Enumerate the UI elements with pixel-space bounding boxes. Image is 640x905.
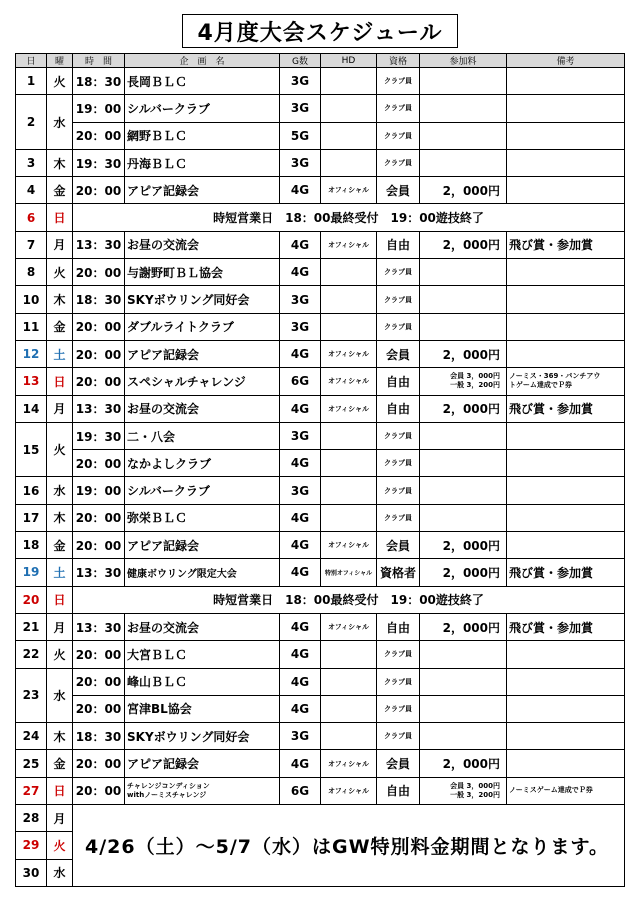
fee-cell xyxy=(420,259,507,286)
day-cell: 23 xyxy=(16,668,47,723)
event-name-cell: 宮津BL協会 xyxy=(125,695,280,722)
event-name-cell: お昼の交流会 xyxy=(125,613,280,640)
time-cell: 20：00 xyxy=(73,750,125,777)
weekday-cell: 木 xyxy=(47,286,73,313)
notes-cell xyxy=(507,723,625,750)
notes-cell xyxy=(507,368,625,395)
qualification-cell: クラブ員 xyxy=(377,122,420,149)
qualification-cell: 会員 xyxy=(377,750,420,777)
qualification-cell: クラブ員 xyxy=(377,259,420,286)
hd-cell xyxy=(321,313,377,340)
weekday-cell: 土 xyxy=(47,340,73,367)
hd-cell xyxy=(321,286,377,313)
qualification-cell: クラブ員 xyxy=(377,641,420,668)
weekday-cell: 金 xyxy=(47,750,73,777)
qualification-cell: クラブ員 xyxy=(377,313,420,340)
qualification-cell: 資格者 xyxy=(377,559,420,586)
day-cell: 28 xyxy=(16,805,47,832)
notes-cell xyxy=(507,340,625,367)
qualification-cell: クラブ員 xyxy=(377,149,420,176)
time-cell: 19：00 xyxy=(73,95,125,122)
day-cell: 6 xyxy=(16,204,47,231)
event-name-cell: スペシャルチャレンジ xyxy=(125,368,280,395)
fee-cell xyxy=(420,723,507,750)
event-name-cell: 弥栄ＢＬＣ xyxy=(125,504,280,531)
fee-cell xyxy=(420,477,507,504)
day-cell: 3 xyxy=(16,149,47,176)
qualification-cell: クラブ員 xyxy=(377,504,420,531)
event-name-line: withノーミスチャレンジ xyxy=(127,790,207,799)
time-cell: 20：00 xyxy=(73,177,125,204)
hd-cell xyxy=(321,68,377,95)
day-cell: 30 xyxy=(16,859,47,886)
note-line: トゲーム達成でＰ券 xyxy=(509,381,572,390)
fee-cell xyxy=(420,695,507,722)
hd-cell xyxy=(321,504,377,531)
day-cell: 21 xyxy=(16,613,47,640)
event-name-cell: シルバークラブ xyxy=(125,95,280,122)
hd-cell xyxy=(321,723,377,750)
event-name-cell: SKYボウリング同好会 xyxy=(125,723,280,750)
weekday-cell: 土 xyxy=(47,559,73,586)
table-row xyxy=(16,286,625,313)
games-cell: 4G xyxy=(280,450,321,477)
day-cell: 1 xyxy=(16,68,47,95)
weekday-cell: 木 xyxy=(47,504,73,531)
weekday-cell: 月 xyxy=(47,231,73,258)
qualification-cell: 自由 xyxy=(377,777,420,804)
table-row xyxy=(16,122,625,149)
table-row xyxy=(16,368,625,395)
weekday-cell: 日 xyxy=(47,777,73,804)
weekday-cell: 火 xyxy=(47,641,73,668)
weekday-cell: 木 xyxy=(47,149,73,176)
fee-cell xyxy=(420,149,507,176)
event-name-cell: シルバークラブ xyxy=(125,477,280,504)
table-row xyxy=(16,395,625,422)
hd-cell: オフィシャル xyxy=(321,613,377,640)
games-cell: 4G xyxy=(280,613,321,640)
notes-cell xyxy=(507,313,625,340)
notes-cell: 飛び賞・参加賞 xyxy=(507,559,625,586)
weekday-cell: 金 xyxy=(47,177,73,204)
table-row xyxy=(16,695,625,722)
table-row xyxy=(16,68,625,95)
hd-cell xyxy=(321,122,377,149)
games-cell: 4G xyxy=(280,559,321,586)
weekday-cell: 水 xyxy=(47,477,73,504)
day-cell: 13 xyxy=(16,368,47,395)
notes-cell xyxy=(507,750,625,777)
table-row xyxy=(16,532,625,559)
time-cell: 20：00 xyxy=(73,340,125,367)
games-cell: 3G xyxy=(280,422,321,449)
table-row xyxy=(16,777,625,804)
time-cell: 19：00 xyxy=(73,477,125,504)
time-cell: 20：00 xyxy=(73,532,125,559)
time-cell: 20：00 xyxy=(73,668,125,695)
weekday-cell: 日 xyxy=(47,586,73,613)
header-hd: HD xyxy=(321,54,377,68)
notes-cell xyxy=(507,149,625,176)
day-cell: 14 xyxy=(16,395,47,422)
day-cell: 11 xyxy=(16,313,47,340)
games-cell: 6G xyxy=(280,368,321,395)
table-row xyxy=(16,504,625,531)
hd-cell: オフィシャル xyxy=(321,177,377,204)
day-cell: 7 xyxy=(16,231,47,258)
table-row xyxy=(16,177,625,204)
table-row xyxy=(16,422,625,449)
event-name-cell: 与謝野町ＢＬ協会 xyxy=(125,259,280,286)
event-name-cell: ダブルライトクラブ xyxy=(125,313,280,340)
hd-cell xyxy=(321,422,377,449)
fee-cell xyxy=(420,68,507,95)
event-name-cell: 大宮ＢＬＣ xyxy=(125,641,280,668)
qualification-cell: 会員 xyxy=(377,177,420,204)
fee-cell: 2，000円 xyxy=(420,231,507,258)
time-cell: 13：30 xyxy=(73,559,125,586)
hd-cell xyxy=(321,450,377,477)
games-cell: 3G xyxy=(280,68,321,95)
time-cell: 20：00 xyxy=(73,259,125,286)
day-cell: 2 xyxy=(16,95,47,150)
games-cell: 3G xyxy=(280,149,321,176)
games-cell: 4G xyxy=(280,750,321,777)
hd-cell xyxy=(321,149,377,176)
games-cell: 4G xyxy=(280,259,321,286)
qualification-cell: クラブ員 xyxy=(377,286,420,313)
hd-cell xyxy=(321,695,377,722)
notes-cell xyxy=(507,68,625,95)
fee-cell xyxy=(420,504,507,531)
fee-cell xyxy=(420,95,507,122)
hd-cell: オフィシャル xyxy=(321,750,377,777)
notes-cell xyxy=(507,477,625,504)
weekday-cell: 火 xyxy=(47,259,73,286)
table-row xyxy=(16,477,625,504)
event-name-cell: 峰山ＢＬＣ xyxy=(125,668,280,695)
fee-cell: 2，000円 xyxy=(420,559,507,586)
games-cell: 3G xyxy=(280,95,321,122)
weekday-cell: 木 xyxy=(47,723,73,750)
header-fee: 参加料 xyxy=(420,54,507,68)
weekday-cell: 月 xyxy=(47,805,73,832)
fee-cell xyxy=(420,286,507,313)
table-row xyxy=(16,259,625,286)
notes-cell xyxy=(507,504,625,531)
time-cell: 13：30 xyxy=(73,231,125,258)
notes-cell xyxy=(507,122,625,149)
weekday-cell: 水 xyxy=(47,95,73,150)
qualification-cell: 自由 xyxy=(377,613,420,640)
weekday-cell: 月 xyxy=(47,395,73,422)
table-row xyxy=(16,95,625,122)
fee-cell: 2，000円 xyxy=(420,532,507,559)
time-cell: 20：00 xyxy=(73,777,125,804)
hd-cell xyxy=(321,477,377,504)
header-games: G数 xyxy=(280,54,321,68)
day-cell: 15 xyxy=(16,422,47,477)
hd-cell xyxy=(321,641,377,668)
header-day: 日 xyxy=(16,54,47,68)
table-row xyxy=(16,613,625,640)
table-row xyxy=(16,668,625,695)
event-name-line: チャレンジコンディション xyxy=(127,781,210,790)
time-cell: 19：30 xyxy=(73,422,125,449)
event-name-cell xyxy=(125,777,280,804)
fee-cell xyxy=(420,122,507,149)
games-cell: 3G xyxy=(280,286,321,313)
fee-cell: 2，000円 xyxy=(420,395,507,422)
games-cell: 6G xyxy=(280,777,321,804)
qualification-cell: 会員 xyxy=(377,340,420,367)
fee-line: 会員 3，000円 xyxy=(450,781,500,790)
games-cell: 4G xyxy=(280,532,321,559)
fee-cell xyxy=(420,668,507,695)
event-name-cell: アピア記録会 xyxy=(125,340,280,367)
time-cell: 18：30 xyxy=(73,286,125,313)
header-notes: 備考 xyxy=(507,54,625,68)
table-row xyxy=(16,340,625,367)
table-row xyxy=(16,313,625,340)
qualification-cell: 自由 xyxy=(377,395,420,422)
fee-cell xyxy=(420,313,507,340)
event-name-cell: 丹海ＢＬＣ xyxy=(125,149,280,176)
fee-cell xyxy=(420,777,507,804)
games-cell: 4G xyxy=(280,395,321,422)
day-cell: 8 xyxy=(16,259,47,286)
fee-line: 一般 3，200円 xyxy=(450,381,500,390)
header-time: 時 間 xyxy=(73,54,125,68)
time-cell: 18：30 xyxy=(73,68,125,95)
hd-cell: オフィシャル xyxy=(321,368,377,395)
header-weekday: 曜 xyxy=(47,54,73,68)
notes-cell: 飛び賞・参加賞 xyxy=(507,613,625,640)
day-cell: 4 xyxy=(16,177,47,204)
hd-cell: オフィシャル xyxy=(321,340,377,367)
weekday-cell: 火 xyxy=(47,68,73,95)
note-line: ノーミス・369・パンチアウ xyxy=(509,372,601,381)
notes-cell xyxy=(507,450,625,477)
weekday-cell: 日 xyxy=(47,204,73,231)
header-event-name: 企 画 名 xyxy=(125,54,280,68)
header-row xyxy=(16,54,625,68)
qualification-cell: クラブ員 xyxy=(377,422,420,449)
day-cell: 12 xyxy=(16,340,47,367)
event-name-cell: お昼の交流会 xyxy=(125,395,280,422)
fee-cell: 2，000円 xyxy=(420,613,507,640)
notes-cell xyxy=(507,95,625,122)
day-cell: 16 xyxy=(16,477,47,504)
table-row xyxy=(16,559,625,586)
day-cell: 20 xyxy=(16,586,47,613)
qualification-cell: クラブ員 xyxy=(377,668,420,695)
page-title: 4月度大会スケジュール xyxy=(182,14,458,48)
games-cell: 4G xyxy=(280,668,321,695)
notes-cell xyxy=(507,259,625,286)
day-cell: 19 xyxy=(16,559,47,586)
fee-cell: 2，000円 xyxy=(420,750,507,777)
games-cell: 3G xyxy=(280,723,321,750)
time-cell: 20：00 xyxy=(73,122,125,149)
games-cell: 4G xyxy=(280,177,321,204)
qualification-cell: 自由 xyxy=(377,231,420,258)
table-row xyxy=(16,750,625,777)
notes-cell xyxy=(507,532,625,559)
short-hours-notice: 時短営業日 18：00最終受付 19：00遊技終了 xyxy=(73,204,625,231)
weekday-cell: 火 xyxy=(47,832,73,859)
qualification-cell: 会員 xyxy=(377,532,420,559)
weekday-cell: 水 xyxy=(47,668,73,723)
hd-cell: オフィシャル xyxy=(321,777,377,804)
notes-cell: 飛び賞・参加賞 xyxy=(507,395,625,422)
fee-cell: 2，000円 xyxy=(420,177,507,204)
weekday-cell: 日 xyxy=(47,368,73,395)
games-cell: 3G xyxy=(280,313,321,340)
event-name-cell: SKYボウリング同好会 xyxy=(125,286,280,313)
time-cell: 20：00 xyxy=(73,450,125,477)
games-cell: 5G xyxy=(280,122,321,149)
day-cell: 29 xyxy=(16,832,47,859)
games-cell: 4G xyxy=(280,340,321,367)
weekday-cell: 金 xyxy=(47,532,73,559)
table-row xyxy=(16,641,625,668)
qualification-cell: クラブ員 xyxy=(377,450,420,477)
time-cell: 19：30 xyxy=(73,149,125,176)
time-cell: 20：00 xyxy=(73,368,125,395)
time-cell: 20：00 xyxy=(73,641,125,668)
hd-cell: オフィシャル xyxy=(321,231,377,258)
event-name-cell: お昼の交流会 xyxy=(125,231,280,258)
weekday-cell: 水 xyxy=(47,859,73,886)
qualification-cell: 自由 xyxy=(377,368,420,395)
weekday-cell: 金 xyxy=(47,313,73,340)
time-cell: 20：00 xyxy=(73,504,125,531)
fee-cell: 2，000円 xyxy=(420,340,507,367)
schedule-table xyxy=(15,53,625,887)
qualification-cell: クラブ員 xyxy=(377,695,420,722)
table-row xyxy=(16,231,625,258)
hd-cell: オフィシャル xyxy=(321,395,377,422)
day-cell: 25 xyxy=(16,750,47,777)
fee-line: 一般 3，200円 xyxy=(450,790,500,799)
hd-cell xyxy=(321,668,377,695)
hd-cell: オフィシャル xyxy=(321,532,377,559)
notes-cell xyxy=(507,422,625,449)
event-name-cell: 健康ボウリング限定大会 xyxy=(125,559,280,586)
short-hours-notice: 時短営業日 18：00最終受付 19：00遊技終了 xyxy=(73,586,625,613)
weekday-cell: 火 xyxy=(47,422,73,477)
notes-cell: ノーミスゲーム達成でＰ券 xyxy=(507,777,625,804)
day-cell: 22 xyxy=(16,641,47,668)
hd-cell xyxy=(321,259,377,286)
notes-cell xyxy=(507,668,625,695)
hd-cell: 特別オフィシャル xyxy=(321,559,377,586)
fee-cell xyxy=(420,450,507,477)
table-row xyxy=(16,586,625,613)
day-cell: 24 xyxy=(16,723,47,750)
table-row xyxy=(16,204,625,231)
fee-cell xyxy=(420,368,507,395)
games-cell: 3G xyxy=(280,477,321,504)
time-cell: 20：00 xyxy=(73,313,125,340)
notes-cell xyxy=(507,641,625,668)
qualification-cell: クラブ員 xyxy=(377,477,420,504)
games-cell: 4G xyxy=(280,695,321,722)
time-cell: 20：00 xyxy=(73,695,125,722)
event-name-cell: アピア記録会 xyxy=(125,532,280,559)
notes-cell xyxy=(507,177,625,204)
event-name-cell: アピア記録会 xyxy=(125,750,280,777)
fee-line: 会員 3，000円 xyxy=(450,372,500,381)
day-cell: 17 xyxy=(16,504,47,531)
gw-notice: 4/26（土）～5/7（水）はGW特別料金期間となります。 xyxy=(73,805,625,887)
weekday-cell: 月 xyxy=(47,613,73,640)
games-cell: 4G xyxy=(280,641,321,668)
fee-cell xyxy=(420,422,507,449)
fee-cell xyxy=(420,641,507,668)
table-row xyxy=(16,149,625,176)
event-name-cell: 網野ＢＬＣ xyxy=(125,122,280,149)
hd-cell xyxy=(321,95,377,122)
day-cell: 27 xyxy=(16,777,47,804)
event-name-cell: 長岡ＢＬＣ xyxy=(125,68,280,95)
games-cell: 4G xyxy=(280,504,321,531)
event-name-cell: 二・八会 xyxy=(125,422,280,449)
qualification-cell: クラブ員 xyxy=(377,723,420,750)
notes-cell xyxy=(507,286,625,313)
games-cell: 4G xyxy=(280,231,321,258)
qualification-cell: クラブ員 xyxy=(377,68,420,95)
table-row xyxy=(16,450,625,477)
qualification-cell: クラブ員 xyxy=(377,95,420,122)
day-cell: 10 xyxy=(16,286,47,313)
notes-cell xyxy=(507,695,625,722)
event-name-cell: アピア記録会 xyxy=(125,177,280,204)
notes-cell: 飛び賞・参加賞 xyxy=(507,231,625,258)
day-cell: 18 xyxy=(16,532,47,559)
event-name-cell: なかよしクラブ xyxy=(125,450,280,477)
table-row xyxy=(16,805,625,832)
time-cell: 13：30 xyxy=(73,395,125,422)
time-cell: 18：30 xyxy=(73,723,125,750)
time-cell: 13：30 xyxy=(73,613,125,640)
table-row xyxy=(16,723,625,750)
header-qualification: 資格 xyxy=(377,54,420,68)
